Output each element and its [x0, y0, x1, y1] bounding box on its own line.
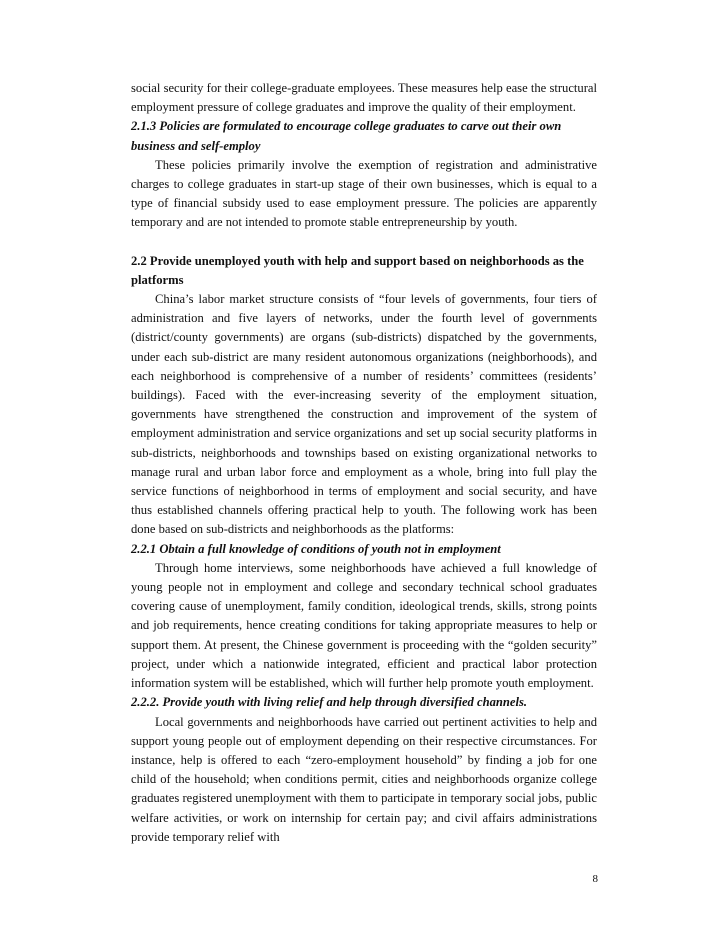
section-heading-2-2-2: 2.2.2. Provide youth with living relief and help through diversified channels. [131, 695, 528, 710]
paragraph-continuation: social security for their college-graduate employees. These measures help ease the structural employment pressure of college graduates and improve the quality of their employment. [131, 81, 597, 115]
document-body [131, 79, 597, 847]
paragraph-spacer [131, 233, 597, 252]
paragraph-policies: These policies primarily involve the exemption of registration and administrative charges to college graduates in start-up stage of their own businesses, which is equal to a type of financial subsidy used to ease employment pressure. The policies are apparently temporary and are not intended to promote stable entrepreneurship by youth. [131, 157, 597, 230]
section-heading-2-1-3: 2.1.3 Policies are formulated to encourage college graduates to carve out their own business and self-employ [131, 119, 562, 153]
paragraph-labor-market: China’s labor market structure consists of “four levels of governments, four tiers of administration and five layers of networks, under the fourth level of governments (district/county governments) are organs (sub-districts) dispatched by the governments, under each sub-district are many resident autonomous organizations (neighborhoods), and each neighborhood is comprehensive of a number of residents’ committees (residents’ buildings). Faced with the ever-increasing severity of the employment situation, governments have strengthened the construction and improvement of the system of employment administration and service organizations and set up social security platforms in sub-districts, neighborhoods and townships based on existing organizational networks to manage rural and urban labor force and employment as a whole, bring into full play the service functions of neighborhood in terms of employment and social security, and have thus established channels offering practical help to youth. The following work has been done based on sub-districts and neighborhoods as the platforms: [131, 292, 597, 537]
paragraph-home-interviews: Through home interviews, some neighborhoods have achieved a full knowledge of young people not in employment and college and secondary technical school graduates covering cause of unemployment, family condition, ideological trends, skills, strong points and job requirements, hence creating conditions for taking appropriate measures to help or support them. At present, the Chinese government is proceeding with the “golden security” project, under which a nationwide integrated, efficient and practical labor protection information system will be established, which will further help promote youth employment. [131, 560, 597, 691]
page-number: 8 [592, 873, 598, 885]
paragraph-local-governments: Local governments and neighborhoods have carried out pertinent activities to help and support young people out of employment depending on their respective circumstances. For instance, help is offered to each “zero-employment household” by finding a job for one child of the household; when conditions permit, cities and neighborhoods organize college graduates registered unemployment with them to participate in temporary social jobs, public welfare activities, or work on internship for certain pay; and civil affairs administrations provide temporary relief with [131, 714, 597, 844]
section-heading-2-2-1: 2.2.1 Obtain a full knowledge of conditions of youth not in employment [131, 541, 501, 556]
section-heading-2-2: 2.2 Provide unemployed youth with help and support based on neighborhoods as the platforms [131, 253, 584, 287]
